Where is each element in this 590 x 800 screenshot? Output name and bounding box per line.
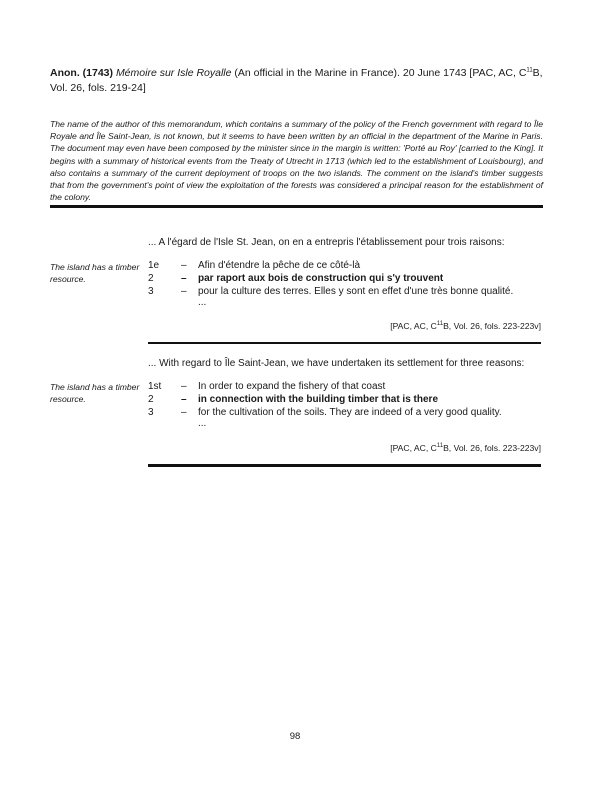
french-citation bbox=[390, 321, 541, 331]
english-item-3 bbox=[148, 406, 543, 420]
item-dash: – bbox=[181, 394, 187, 405]
item-dash: – bbox=[181, 273, 187, 284]
section-divider bbox=[148, 342, 541, 344]
item-number: 2 bbox=[148, 273, 154, 284]
english-ellipsis: ... bbox=[198, 418, 207, 429]
french-item-2 bbox=[148, 272, 543, 286]
item-number: 1st bbox=[148, 381, 162, 392]
item-number: 2 bbox=[148, 394, 154, 405]
item-dash: – bbox=[181, 407, 187, 418]
french-item-1 bbox=[148, 259, 543, 273]
citation-text-end: B, Vol. 26, fols. 223-223v] bbox=[443, 443, 541, 453]
citation-superscript: 11 bbox=[436, 443, 444, 450]
header-details-end: B, Vol. 26, fols. 219-24] bbox=[50, 67, 543, 94]
item-text: par raport aux bois de construction qui s'y trouvent bbox=[198, 273, 444, 284]
item-number: 3 bbox=[148, 407, 154, 418]
document-title: Mémoire sur Isle Royalle bbox=[115, 67, 232, 79]
english-side-note: The island has a timber resource. bbox=[50, 382, 140, 404]
english-lead: ... With regard to Île Saint-Jean, we have undertaken its settlement for three reasons: bbox=[148, 358, 525, 369]
citation-superscript: 11 bbox=[436, 321, 444, 328]
page-number: 98 bbox=[289, 731, 301, 742]
item-dash: – bbox=[181, 381, 187, 392]
french-item-3 bbox=[148, 285, 543, 299]
english-citation bbox=[390, 443, 541, 453]
french-ellipsis: ... bbox=[198, 297, 207, 308]
english-item-2 bbox=[148, 393, 543, 407]
item-dash: – bbox=[181, 260, 187, 271]
section-divider-bottom bbox=[148, 464, 541, 467]
document-header bbox=[50, 66, 545, 96]
author-year: Anon. (1743) bbox=[50, 67, 114, 79]
intro-paragraph: The name of the author of this memorandum, which contains a summary of the policy of the French government with regard to Île Royale and Île Saint-Jean, is not known, but it seems to have been written by an official in the department of the Marine in Paris. The document may even have been composed by the minister since in the margin is written: 'Porté au Roy' [carried to the King]. It begins with a summary of historical events from the Treaty of Utrecht in 1713 (which led to the establishment of Louisbourg), and also contains a summary of the current deployment of troops on the two islands. The comment on the island's timber suggests that from the government's point of view the exploitation of the forests was considered a principal reason for the establishment of the colony. bbox=[50, 119, 543, 203]
header-details: (An official in the Marine in France). 20 June 1743 [PAC, AC, C bbox=[231, 67, 527, 79]
item-text: for the cultivation of the soils. They are indeed of a very good quality. bbox=[198, 407, 502, 418]
header-superscript: 11 bbox=[526, 67, 533, 74]
item-text: in connection with the building timber that is there bbox=[198, 394, 439, 405]
french-lead: ... A l'égard de l'Isle St. Jean, on en a entrepris l'établissement pour trois raisons: bbox=[148, 237, 505, 248]
item-number: 3 bbox=[148, 286, 154, 297]
item-text: Afin d'étendre la pêche de ce côté-là bbox=[198, 260, 361, 271]
citation-text: [PAC, AC, C bbox=[390, 321, 437, 331]
item-text: In order to expand the fishery of that coast bbox=[198, 381, 386, 392]
english-item-1 bbox=[148, 380, 543, 394]
citation-text: [PAC, AC, C bbox=[390, 443, 437, 453]
french-side-note: The island has a timber resource. bbox=[50, 262, 140, 284]
citation-text-end: B, Vol. 26, fols. 223-223v] bbox=[443, 321, 541, 331]
divider-rule bbox=[50, 205, 543, 208]
item-number: 1e bbox=[148, 260, 160, 271]
item-text: pour la culture des terres. Elles y sont en effet d'une très bonne qualité. bbox=[198, 286, 514, 297]
item-dash: – bbox=[181, 286, 187, 297]
